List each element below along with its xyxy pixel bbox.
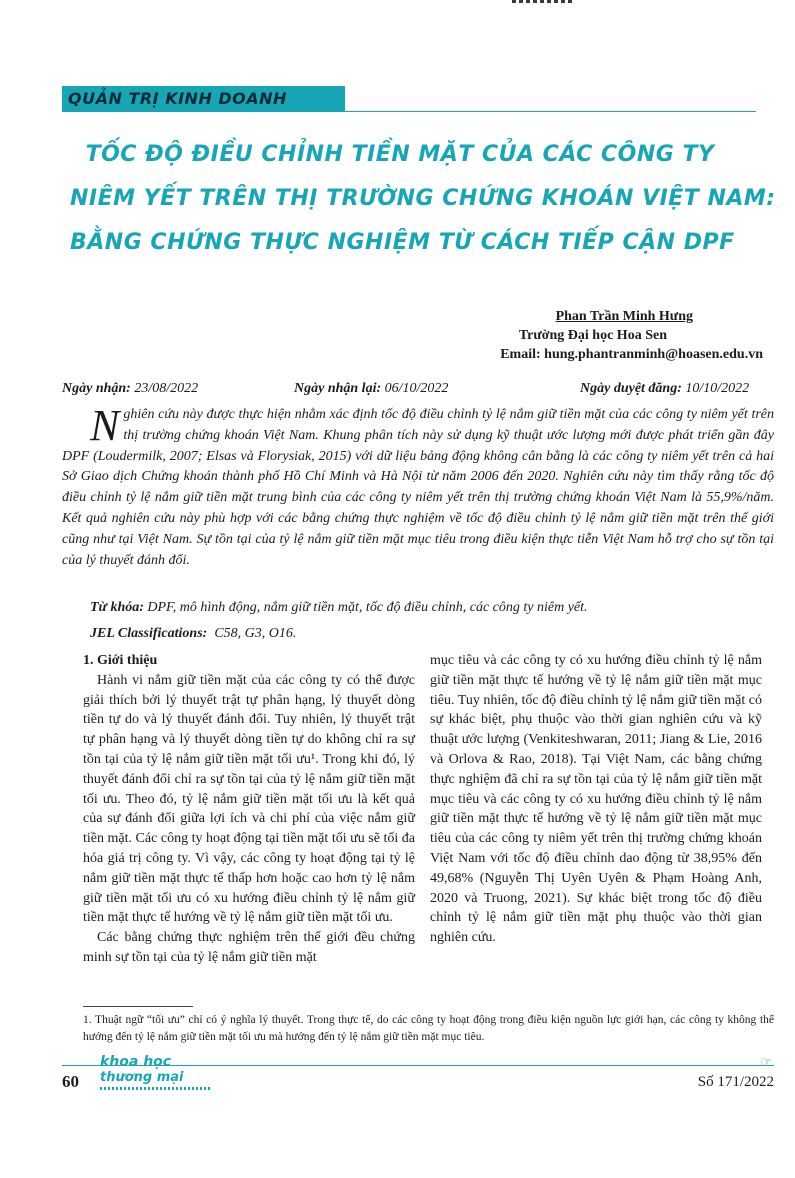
revised-label: Ngày nhận lại: [294,381,382,396]
logo-stripes [100,1087,210,1090]
accepted-date: 10/10/2022 [685,381,750,396]
revised-date: 06/10/2022 [384,381,449,396]
keywords-label: Từ khóa: [90,600,144,615]
keywords [90,600,774,616]
jel-classifications [90,626,774,642]
abstract-text: ghiên cứu này được thực hiện nhằm xác định tốc độ điều chỉnh tỷ lệ nắm giữ tiền mặt của các công ty niêm yết trên thị trường chứng khoán Việt Nam. Khung phân tích này sử dụng kỹ thuật ước lượng mới được phát triển gần đây DPF (Loudermilk, 2007; Elsas và Florysiak, 2015) với dữ liệu bảng động không cân bằng là các công ty niêm yết trên cả hai Sở Giao dịch Chứng khoán thành phố Hồ Chí Minh và Hà Nội từ năm 2006 đến 2020. Nghiên cứu này tìm thấy rằng tốc độ điều chỉnh tỷ lệ nắm giữ tiền mặt trung bình của các công ty niêm yết trên thị trường chứng khoán Việt Nam là 55,9%/năm. Kết quả nghiên cứu này phù hợp với các bằng chứng thực nghiệm về tốc độ điều chỉnh tỷ lệ nắm giữ tiền mặt trên thế giới cũng như tại Việt Nam. Sự tồn tại của tỷ lệ nắm giữ tiền mặt mục tiêu trong điều kiện thực tiễn Việt Nam hỗ trợ cho sự tồn tại của lý thuyết đánh đổi. [62,407,774,568]
keywords-text: DPF, mô hình động, nắm giữ tiền mặt, tốc độ điều chỉnh, các công ty niêm yết. [147,600,588,615]
received-label: Ngày nhận: [62,381,131,396]
title-line-3: BẰNG CHỨNG THỰC NGHIỆM TỪ CÁCH TIẾP CẬN DPF [70,230,735,255]
footnote-rule [83,1006,193,1007]
section-label: QUẢN TRỊ KINH DOANH [68,89,287,108]
article-title [70,133,776,265]
abstract-dropcap: N [90,401,120,450]
journal-logo [100,1054,184,1086]
section-banner [62,86,345,112]
author-affiliation: Trường Đại học Hoa Sen [518,328,667,343]
abstract [62,401,774,571]
hand-pointer-icon: ☞ [760,1054,772,1069]
section-heading: 1. Giới thiệu [83,653,158,668]
author-email: Email: hung.phantranminh@hoasen.edu.vn [500,347,763,362]
accepted-label: Ngày duyệt đăng: [580,381,682,396]
journal-logo-line-1: khoa học [100,1054,172,1070]
title-line-1: TỐC ĐỘ ĐIỀU CHỈNH TIỀN MẶT CỦA CÁC CÔNG TY [85,142,715,167]
received-date: 23/08/2022 [134,381,199,396]
paragraph: Các bằng chứng thực nghiệm trên thế giới đều chứng minh sự tồn tại của tỷ lệ nắm giữ tiền mặt [83,930,415,965]
author-name: Phan Trần Minh Hưng [555,309,693,324]
section-rule [345,111,756,112]
footnote: 1. Thuật ngữ “tối ưu” chỉ có ý nghĩa lý thuyết. Trong thực tế, do các công ty hoạt động trong điều kiện nguồn lực giới hạn, các công ty không thể hướng đến tỷ lệ nắm giữ tiền mặt tối ưu mà hướng đến tỷ lệ nắm giữ tiền mặt mục tiêu. [83,1014,774,1043]
author-block [500,307,763,364]
paragraph: Hành vi nắm giữ tiền mặt của các công ty có thể được giải thích bởi lý thuyết trật tự phân hạng, lý thuyết dòng tiền tự do và lý thuyết đánh đổi. Tuy nhiên, lý thuyết trật tự phân hạng và lý thuyết dòng tiền tự do không chỉ ra sự tồn tại của tỷ lệ nắm giữ tiền mặt tối ưu¹. Trong khi đó, lý thuyết đánh đổi chỉ ra sự tồn tại của tỷ lệ nắm giữ tiền mặt tối ưu. Theo đó, tỷ lệ nắm giữ tiền mặt tối ưu là kết quả của sự đánh đổi giữa lợi ích và chi phí của việc nắm giữ tiền mặt. Các công ty hoạt động tại tiền mặt tối ưu sẽ tối đa hóa giá trị công ty. Vì vậy, các công ty hoạt động tại tỷ lệ nắm giữ tiền mặt thực tế thấp hơn hoặc cao hơn tỷ lệ nắm giữ tiền mặt tối ưu có xu hướng điều chỉnh tỷ lệ nắm giữ tiền mặt thực tế hướng về tỷ lệ nắm giữ tiền mặt tối ưu. [83,672,415,926]
title-line-2: NIÊM YẾT TRÊN THỊ TRƯỜNG CHỨNG KHOÁN VIỆT NAM: [70,186,776,211]
jel-label: JEL Classifications: [90,626,208,641]
paragraph: mục tiêu và các công ty có xu hướng điều chỉnh tỷ lệ nắm giữ tiền mặt thực tế hướng về tỷ lệ nắm giữ tiền mặt mục tiêu. Tuy nhiên, tốc độ điều chỉnh tỷ lệ nắm giữ tiền mặt có sự khác biệt, phụ thuộc vào thời gian nghiên cứu và kỹ thuật ước lượng (Venkiteshwaran, 2011; Jiang & Lie, 2016 và Orlova & Rao, 2018). Tại Việt Nam, các bằng chứng thực nghiệm đã chỉ ra sự tồn tại của tỷ lệ nắm giữ tiền mặt mục tiêu và các công ty có xu hướng điều chỉnh tỷ lệ nắm giữ tiền mặt thực tế hướng về tỷ lệ nắm giữ tiền mặt mục tiêu của các công ty niêm yết trên thị trường chứng khoán Việt Nam với tốc độ điều chỉnh dao động từ 38,95% đến 49,68% (Nguyễn Thị Uyên Uyên & Phạm Hoàng Anh, 2020 và Truong, 2021). Sự khác biệt trong tốc độ điều chỉnh tỷ lệ nắm giữ tiền mặt phụ thuộc vào thời gian nghiên cứu. [430,653,762,946]
body-column-right [430,651,762,948]
journal-logo-line-2: thương mại [100,1070,184,1085]
issue-number: Số 171/2022 [697,1074,774,1090]
page-number: 60 [62,1072,79,1091]
body-column-left [83,651,415,968]
jel-text: C58, G3, O16. [214,626,297,641]
top-crop-marks [512,0,572,3]
